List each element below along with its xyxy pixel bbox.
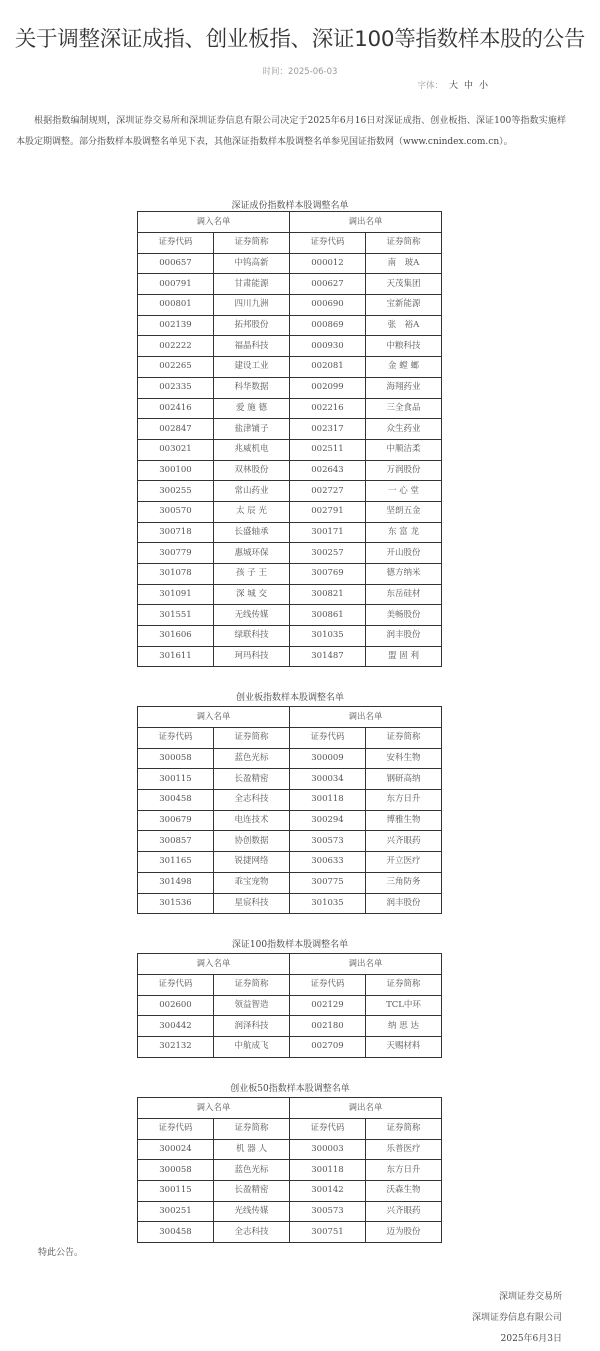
in-stock-code: 300115 [138,769,214,790]
out-stock-code: 300034 [290,769,366,790]
table-row [138,439,442,460]
out-stock-code: 301487 [290,646,366,667]
out-stock-code: 002709 [290,1037,366,1058]
out-stock-code: 300142 [290,1181,366,1202]
time-label: 时间： [262,67,289,77]
out-stock-name: 万润股份 [366,460,442,481]
in-stock-name: 星宸科技 [214,893,290,914]
font-size-label: 字体： [417,80,443,91]
table-caption-cybz: 创业板指数样本股调整名单 [235,693,344,703]
table-row [138,1037,442,1058]
out-code-header: 证券代码 [290,233,366,254]
table-caption-sz100: 深证100指数样本股调整名单 [231,940,349,950]
adjustment-table-cybz [137,706,442,914]
out-stock-name: 纳 思 达 [366,1016,442,1037]
in-name-header: 证券简称 [214,975,290,996]
out-stock-code: 300633 [290,852,366,873]
in-stock-code: 000657 [138,253,214,274]
group-header-row [138,212,442,233]
out-stock-name: 开山股份 [366,543,442,564]
publish-time [0,65,600,77]
out-stock-name: 润丰股份 [366,626,442,647]
in-stock-code: 301091 [138,584,214,605]
out-stock-name: 金 螳 螂 [366,357,442,378]
in-stock-code: 300442 [138,1016,214,1037]
out-stock-name: 乐普医疗 [366,1139,442,1160]
in-name-header: 证券简称 [214,233,290,254]
column-header-row [138,233,442,254]
in-group-header: 调入名单 [138,212,290,233]
table-row [138,419,442,440]
in-stock-name: 长盈精密 [214,769,290,790]
out-stock-code: 002511 [290,439,366,460]
out-stock-name: 东方日升 [366,790,442,811]
in-group-header: 调入名单 [138,707,290,728]
out-stock-code: 000930 [290,336,366,357]
in-stock-name: 科华数据 [214,377,290,398]
in-stock-code: 002265 [138,357,214,378]
out-stock-name: 迈为股份 [366,1222,442,1243]
table-row [138,1222,442,1243]
in-stock-code: 002139 [138,315,214,336]
out-stock-code: 300118 [290,790,366,811]
out-group-header: 调出名单 [290,212,442,233]
out-stock-name: 南 玻A [366,253,442,274]
in-stock-code: 003021 [138,439,214,460]
out-stock-name: 海翔药业 [366,377,442,398]
out-stock-name: 安科生物 [366,748,442,769]
table-row [138,522,442,543]
in-stock-name: 爱 施 德 [214,398,290,419]
column-header-row [138,1119,442,1140]
in-code-header: 证券代码 [138,1119,214,1140]
in-stock-code: 000801 [138,295,214,316]
out-stock-code: 000627 [290,274,366,295]
in-code-header: 证券代码 [138,975,214,996]
out-stock-code: 300751 [290,1222,366,1243]
group-header-row [138,707,442,728]
table-row [138,295,442,316]
out-group-header: 调出名单 [290,954,442,975]
in-code-header: 证券代码 [138,728,214,749]
out-stock-name: 德方纳米 [366,564,442,585]
table-row [138,501,442,522]
in-stock-code: 301165 [138,852,214,873]
in-group-header: 调入名单 [138,954,290,975]
in-stock-code: 300100 [138,460,214,481]
out-stock-code: 002129 [290,995,366,1016]
table-row [138,543,442,564]
font-size-medium-button[interactable]: 中 [463,81,473,91]
out-stock-name: 天茂集团 [366,274,442,295]
out-stock-code: 300003 [290,1139,366,1160]
out-stock-name: 美畅股份 [366,605,442,626]
table-row [138,1181,442,1202]
in-stock-code: 301498 [138,872,214,893]
table-row [138,481,442,502]
in-stock-code: 002847 [138,419,214,440]
in-stock-name: 惠城环保 [214,543,290,564]
out-stock-name: 东方日升 [366,1160,442,1181]
in-stock-code: 301536 [138,893,214,914]
out-stock-name: 一 心 堂 [366,481,442,502]
out-stock-code: 000869 [290,315,366,336]
in-code-header: 证券代码 [138,233,214,254]
in-stock-code: 300058 [138,748,214,769]
table-row [138,626,442,647]
page-title: 关于调整深证成指、创业板指、深证100等指数样本股的公告 [14,27,586,52]
out-stock-code: 300769 [290,564,366,585]
table-row [138,460,442,481]
out-stock-code: 301035 [290,626,366,647]
out-stock-code: 301035 [290,893,366,914]
in-stock-code: 301611 [138,646,214,667]
out-stock-code: 002099 [290,377,366,398]
table-row [138,584,442,605]
in-stock-name: 协创数据 [214,831,290,852]
in-stock-code: 300058 [138,1160,214,1181]
in-stock-name: 太 辰 光 [214,501,290,522]
out-stock-code: 300118 [290,1160,366,1181]
out-name-header: 证券简称 [366,233,442,254]
table-caption-szcz: 深证成份指数样本股调整名单 [231,201,349,211]
in-stock-code: 302132 [138,1037,214,1058]
out-name-header: 证券简称 [366,975,442,996]
table-row [138,1016,442,1037]
out-stock-code: 002081 [290,357,366,378]
in-stock-name: 甘肃能源 [214,274,290,295]
out-stock-code: 300775 [290,872,366,893]
out-code-header: 证券代码 [290,728,366,749]
in-name-header: 证券简称 [214,728,290,749]
out-name-header: 证券简称 [366,1119,442,1140]
out-stock-code: 300821 [290,584,366,605]
table-row [138,995,442,1016]
table-row [138,274,442,295]
in-stock-name: 全志科技 [214,1222,290,1243]
in-stock-name: 锐捷网络 [214,852,290,873]
in-stock-name: 蓝色光标 [214,1160,290,1181]
in-stock-code: 002600 [138,995,214,1016]
in-stock-code: 301551 [138,605,214,626]
out-stock-code: 300009 [290,748,366,769]
out-group-header: 调出名单 [290,1098,442,1119]
adjustment-table-szcz [137,211,442,667]
closing-text: 特此公告。 [38,1248,84,1258]
out-stock-name: 东岳硅材 [366,584,442,605]
table-row [138,893,442,914]
table-caption-cyb50: 创业板50指数样本股调整名单 [230,1084,350,1094]
out-stock-name: 博雅生物 [366,810,442,831]
in-stock-name: 绿联科技 [214,626,290,647]
out-stock-code: 002180 [290,1016,366,1037]
out-group-header: 调出名单 [290,707,442,728]
out-stock-name: 三全食品 [366,398,442,419]
out-stock-name: 中粮科技 [366,336,442,357]
in-stock-name: 长盈精密 [214,1181,290,1202]
table-row [138,852,442,873]
table-row [138,646,442,667]
signature-date: 2025年6月3日 [500,1334,562,1344]
in-name-header: 证券简称 [214,1119,290,1140]
in-stock-name: 乖宝宠物 [214,872,290,893]
in-stock-name: 中钨高新 [214,253,290,274]
in-stock-name: 兆威机电 [214,439,290,460]
column-header-row [138,728,442,749]
in-stock-name: 中航成飞 [214,1037,290,1058]
table-row [138,769,442,790]
out-stock-code: 300171 [290,522,366,543]
out-stock-name: 沃森生物 [366,1181,442,1202]
table-row [138,605,442,626]
in-group-header: 调入名单 [138,1098,290,1119]
column-header-row [138,975,442,996]
in-stock-name: 深 城 交 [214,584,290,605]
out-stock-name: TCL中环 [366,995,442,1016]
table-row [138,377,442,398]
out-stock-name: 宝新能源 [366,295,442,316]
in-stock-name: 长盛轴承 [214,522,290,543]
in-stock-name: 光线传媒 [214,1201,290,1222]
out-stock-code: 300294 [290,810,366,831]
table-row [138,398,442,419]
out-stock-name: 东 富 龙 [366,522,442,543]
out-stock-name: 盟 固 利 [366,646,442,667]
table-row [138,790,442,811]
out-stock-name: 众生药业 [366,419,442,440]
in-stock-code: 301606 [138,626,214,647]
out-stock-code: 000012 [290,253,366,274]
in-stock-name: 领益智造 [214,995,290,1016]
out-stock-name: 坚朗五金 [366,501,442,522]
in-stock-code: 300570 [138,501,214,522]
in-stock-code: 000791 [138,274,214,295]
out-stock-name: 中顺洁柔 [366,439,442,460]
out-stock-name: 三角防务 [366,872,442,893]
in-stock-code: 300857 [138,831,214,852]
out-stock-code: 300257 [290,543,366,564]
out-stock-name: 钢研高纳 [366,769,442,790]
out-stock-code: 002727 [290,481,366,502]
font-size-small-button[interactable]: 小 [478,81,488,91]
table-row [138,831,442,852]
intro-paragraph: 根据指数编制规则，深圳证券交易所和深圳证券信息有限公司决定于2025年6月16日对深证成指、创业板指、深证100等指数实施样本股定期调整。部分指数样本股调整名单见下表，其他深证指数样本股调整名单参见国证指数网（www.cnindex.com.cn）。 [16,116,566,147]
out-code-header: 证券代码 [290,1119,366,1140]
in-stock-code: 002222 [138,336,214,357]
table-row [138,253,442,274]
table-row [138,810,442,831]
in-stock-code: 301078 [138,564,214,585]
out-stock-code: 002216 [290,398,366,419]
in-stock-code: 300779 [138,543,214,564]
table-row [138,336,442,357]
table-row [138,357,442,378]
signature-exchange: 深圳证券交易所 [498,1292,562,1302]
signature-company: 深圳证券信息有限公司 [471,1313,562,1323]
in-stock-code: 300458 [138,790,214,811]
in-stock-name: 建设工业 [214,357,290,378]
in-stock-name: 盐津铺子 [214,419,290,440]
out-stock-name: 润丰股份 [366,893,442,914]
in-stock-name: 蓝色光标 [214,748,290,769]
table-row [138,1201,442,1222]
font-size-large-button[interactable]: 大 [448,81,458,91]
in-stock-code: 300679 [138,810,214,831]
in-stock-name: 电连技术 [214,810,290,831]
table-row [138,748,442,769]
in-stock-name: 常山药业 [214,481,290,502]
in-stock-code: 300115 [138,1181,214,1202]
in-stock-code: 300718 [138,522,214,543]
in-stock-name: 孩 子 王 [214,564,290,585]
table-row [138,1139,442,1160]
adjustment-table-sz100 [137,953,442,1058]
out-stock-name: 开立医疗 [366,852,442,873]
out-stock-code: 000690 [290,295,366,316]
table-row [138,315,442,336]
in-stock-name: 四川九洲 [214,295,290,316]
adjustment-table-cyb50 [137,1097,442,1243]
in-stock-name: 双林股份 [214,460,290,481]
in-stock-code: 300255 [138,481,214,502]
out-stock-code: 002643 [290,460,366,481]
in-stock-name: 拓邦股份 [214,315,290,336]
time-value: 2025-06-03 [288,67,338,77]
out-stock-name: 天赐材料 [366,1037,442,1058]
in-stock-code: 300024 [138,1139,214,1160]
out-name-header: 证券简称 [366,728,442,749]
group-header-row [138,954,442,975]
in-stock-code: 300458 [138,1222,214,1243]
out-stock-code: 300861 [290,605,366,626]
table-row [138,564,442,585]
table-row [138,872,442,893]
in-stock-code: 300251 [138,1201,214,1222]
out-stock-code: 300573 [290,1201,366,1222]
out-stock-code: 002317 [290,419,366,440]
group-header-row [138,1098,442,1119]
in-stock-name: 机 器 人 [214,1139,290,1160]
table-row [138,1160,442,1181]
out-stock-code: 002791 [290,501,366,522]
in-stock-code: 002416 [138,398,214,419]
in-stock-name: 润泽科技 [214,1016,290,1037]
in-stock-name: 福晶科技 [214,336,290,357]
in-stock-name: 无线传媒 [214,605,290,626]
in-stock-name: 珂玛科技 [214,646,290,667]
out-code-header: 证券代码 [290,975,366,996]
font-size-control [417,78,488,91]
in-stock-name: 全志科技 [214,790,290,811]
in-stock-code: 002335 [138,377,214,398]
out-stock-name: 兴齐眼药 [366,831,442,852]
out-stock-name: 兴齐眼药 [366,1201,442,1222]
out-stock-code: 300573 [290,831,366,852]
out-stock-name: 张 裕A [366,315,442,336]
